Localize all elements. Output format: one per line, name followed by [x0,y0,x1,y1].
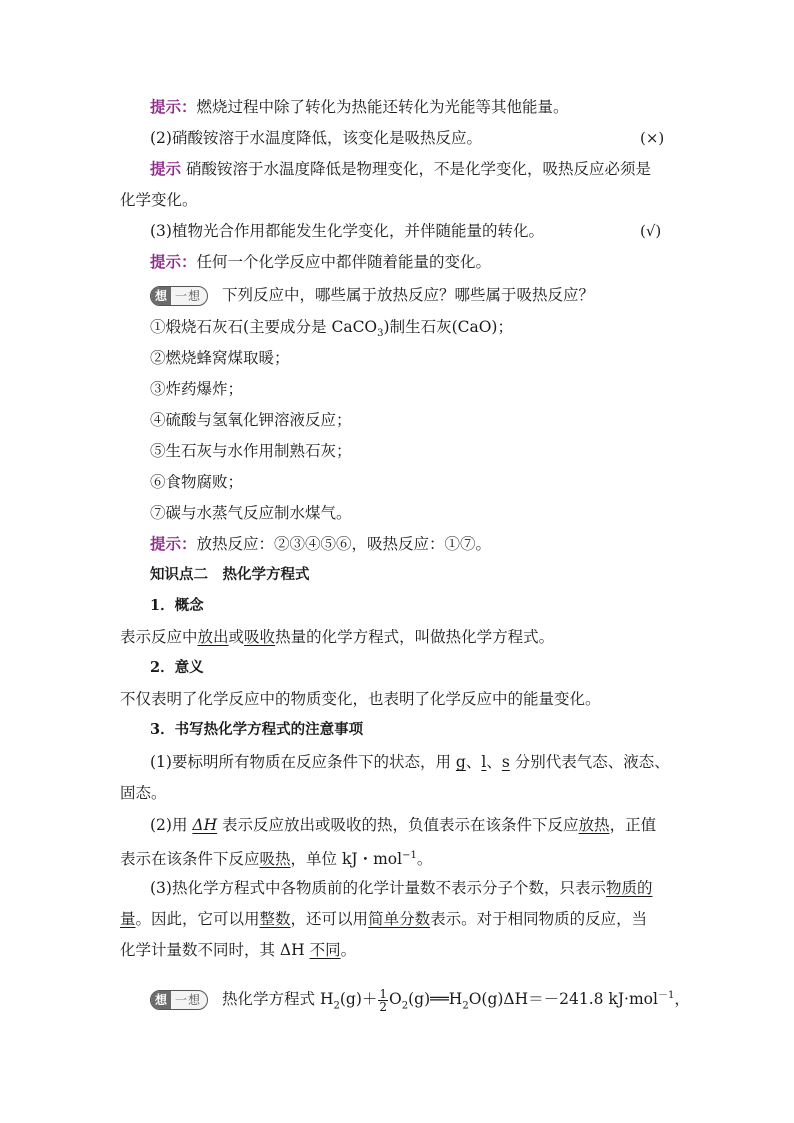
subscript: 2 [333,1000,340,1012]
text: 表示反应放出或吸收的热，负值表示在该条件下反应 [217,816,579,834]
underlined-term: g [455,753,466,771]
item-text: ①煅烧石灰石(主要成分是 CaCO [150,318,378,336]
section-title: 知识点二 热化学方程式 [150,566,310,583]
hint-label: 提示： [150,534,197,553]
hint-label: 提示： [150,252,197,271]
fraction [378,988,388,1013]
note-2 [150,813,656,837]
hint-text: 放热反应：②③④⑤⑥，吸热反应：①⑦。 [196,535,492,553]
list-item [150,501,352,525]
underlined-term: 物质的 [605,879,653,897]
hint-label: 提示 [150,159,182,178]
text: 热量的化学方程式，叫做热化学方程式。 [275,628,555,646]
text: ，还可以用 [290,910,369,928]
equation-text: (g)══H [408,990,463,1009]
subheading-notes: 3．书写热化学方程式的注意事项 [150,721,364,738]
underlined-term: 整数 [259,910,291,928]
note-3-cont [120,907,647,931]
fraction-numerator: 1 [379,986,388,1001]
hint-text: 任何一个化学反应中都伴随着能量的变化。 [196,253,492,271]
think-badge-char: 想 [151,991,171,1009]
think-badge-text: 一想 [175,993,202,1008]
statement-text: (3)植物光合作用都能发生化学变化，并伴随能量的转化。 [150,222,544,240]
statement-3 [150,219,544,243]
subscript: 2 [401,1000,409,1012]
subheading-concept: 1．概念 [150,597,204,614]
underlined-term: 放热 [578,816,610,834]
text: (2)用 [150,816,193,834]
underlined-term: 吸热 [259,850,291,869]
judgement-mark-false: (×) [640,129,665,147]
hint-label: 提示： [150,97,197,116]
item-text: ④硫酸与氢氧化钾溶液反应； [150,411,352,429]
note-1-cont: 固态。 [120,784,167,802]
list-item [150,315,513,339]
text: 。因此，它可以用 [135,910,260,928]
meaning-text: 不仅表明了化学反应中的物质变化，也表明了化学反应中的能量变化。 [120,690,601,708]
item-text: ⑦碳与水蒸气反应制水煤气。 [150,504,352,522]
equation-text: O [389,990,402,1009]
underlined-term: 简单分数 [368,910,431,928]
text: 。 [340,941,357,959]
underlined-term: s [501,753,510,771]
underlined-term: 量 [120,910,136,928]
hint-text: 燃烧过程中除了转化为热能还转化为光能等其他能量。 [196,98,569,116]
superscript: －1 [657,990,675,1001]
equation-text: ， [674,990,690,1009]
underlined-term: l [481,753,487,771]
note-3 [150,876,652,900]
superscript: −1 [402,850,417,861]
list-item [150,346,290,370]
equation-text: O(g)ΔH＝－241.8 kJ·mol [468,990,658,1009]
text: (1)要标明所有物质在反应条件下的状态，用 [150,753,456,771]
underlined-term: 吸收 [244,628,276,646]
text: ，正值 [609,816,657,834]
text: 表示在该条件下反应 [120,850,260,869]
list-item [150,408,352,432]
underlined-term: ΔH [192,816,218,834]
underlined-term: 放出 [197,628,229,646]
subscript: 3 [377,328,384,340]
subheading-meaning: 2．意义 [150,659,204,676]
think-badge-text: 一想 [175,289,202,303]
equation-text: 热化学方程式 H [222,990,334,1009]
subscript: 2 [462,1000,469,1012]
text: (3)热化学方程式中各物质前的化学计量数不表示分子个数，只表示 [150,879,606,897]
concept-text [120,625,554,649]
list-item [150,439,352,463]
item-text: )制生石灰(CaO)； [383,318,513,336]
statement-text: (2)硝酸铵溶于水温度降低，该变化是吸热反应。 [150,129,482,147]
think-question-1 [150,283,594,307]
answer-hint-3 [150,250,491,274]
note-1 [150,750,670,774]
underlined-term: 不同 [309,941,341,959]
item-text: ⑥食物腐败； [150,473,244,491]
hint-text: 化学变化。 [120,191,198,209]
item-text: ②燃烧蜂窝煤取暖； [150,349,290,367]
answer-hint-2 [150,157,651,181]
text: 。 [416,850,433,869]
answer-hint-4 [150,532,491,556]
think-badge-char: 想 [151,287,171,305]
note-2-cont [120,844,432,868]
text: 表示反应中 [120,628,198,646]
answer-hint-1 [150,95,569,119]
note-3-cont2 [120,938,356,962]
list-item [150,377,243,401]
text: 表示。对于相同物质的反应，当 [430,910,648,928]
text: 、 [465,753,482,771]
judgement-mark-true: (√) [640,222,662,240]
think-question-2 [150,978,690,1014]
think-badge-icon [150,286,208,306]
text: ，单位 kJ・mol [290,850,403,869]
text: 、 [486,753,502,771]
item-text: ③炸药爆炸； [150,380,244,398]
fraction-denominator: 2 [379,999,388,1014]
text: 化学计量数不同时，其 ΔH [120,941,310,959]
hint-text: 硝酸铵溶于水温度降低是物理变化，不是化学变化，吸热反应必须是 [181,160,651,178]
think-badge-icon [150,990,208,1010]
equation-text: (g)＋ [339,990,378,1009]
item-text: ⑤生石灰与水作用制熟石灰； [150,442,352,460]
text: 分别代表气态、液态、 [509,753,670,771]
answer-hint-2-cont [120,188,198,212]
text: 或 [228,628,245,646]
statement-2 [150,126,482,150]
list-item [150,470,243,494]
question-text: 下列反应中，哪些属于放热反应？哪些属于吸热反应？ [222,286,595,304]
